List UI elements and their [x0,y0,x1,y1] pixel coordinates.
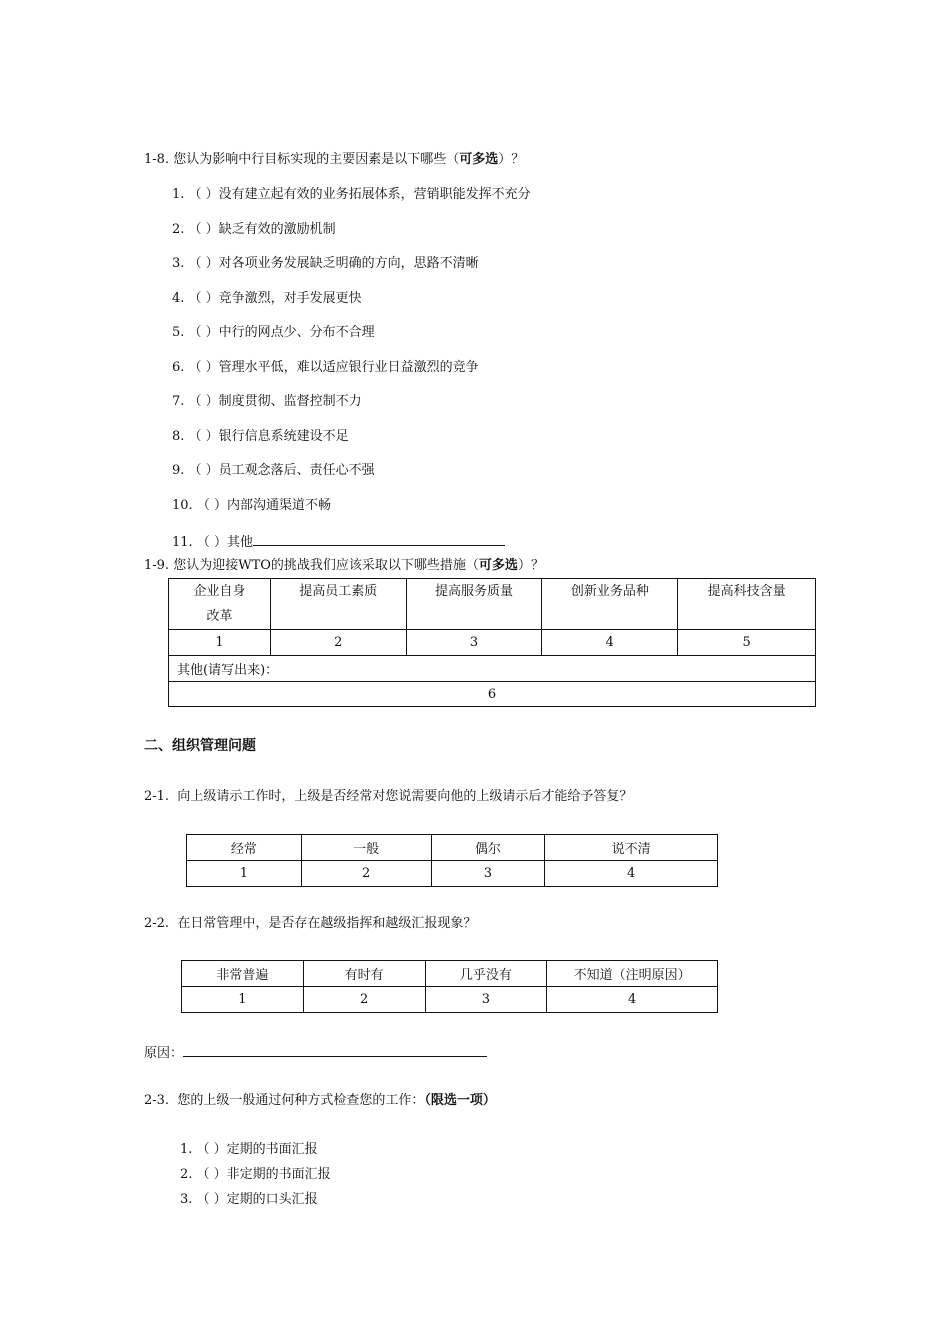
option-code-cell[interactable]: 2 [303,987,425,1013]
table-code-row [182,987,718,1013]
option-text: （ ）没有建立起有效的业务拓展体系，营销职能发挥不充分 [188,187,531,202]
option-item[interactable] [172,531,505,552]
option-text: （ ）员工观念落后、责任心不强 [188,463,375,478]
option-item[interactable] [172,290,362,308]
option-item[interactable] [172,393,362,411]
reason-label: 原因： [144,1046,184,1061]
table-header-cell: 提高员工素质 [270,579,406,630]
question-2-2-table [181,960,718,1013]
option-number: 2. [180,1167,193,1182]
table-header-cell: 有时有 [303,961,425,987]
option-text: （ ）缺乏有效的激励机制 [188,222,336,237]
option-item[interactable] [172,497,331,515]
question-1-9-table [168,578,816,707]
table-header-cell: 几乎没有 [425,961,547,987]
question-tail: ）？ [517,558,544,573]
option-code-cell[interactable]: 3 [425,987,547,1013]
option-text: （ ）定期的口头汇报 [196,1192,318,1207]
option-item[interactable] [180,1141,318,1159]
question-text: 在日常管理中，是否存在越级指挥和越级汇报现象？ [177,916,477,931]
option-code-cell[interactable]: 5 [678,630,816,656]
question-emphasis: （限选一项） [424,1093,496,1108]
table-header-row [182,961,718,987]
option-item[interactable] [172,221,336,239]
question-1-8 [144,151,524,169]
option-text: （ ）银行信息系统建设不足 [188,429,349,444]
question-tail: ）？ [498,152,525,167]
option-item[interactable] [172,255,479,273]
table-header-cell: 不知道（注明原因） [547,961,718,987]
option-code-cell[interactable]: 3 [431,861,545,887]
question-2-2 [144,915,476,933]
option-text: （ ）竞争激烈，对手发展更快 [188,291,362,306]
option-item[interactable] [172,359,479,377]
table-header-cell: 偶尔 [431,835,545,861]
option-number: 10. [172,498,193,513]
option-number: 7. [172,394,185,409]
option-number: 5. [172,325,185,340]
option-number: 9. [172,463,185,478]
option-number: 3. [172,256,185,271]
option-code-cell[interactable]: 2 [270,630,406,656]
question-1-9 [144,557,544,575]
option-item[interactable] [180,1191,318,1209]
question-number: 2-3. [144,1093,170,1108]
option-code-cell[interactable]: 4 [542,630,678,656]
question-number: 1-9. [144,558,170,573]
table-other-code-row [169,682,816,707]
option-text: （ ）其他 [196,535,253,550]
question-number: 1-8. [144,152,170,167]
other-label-cell: 其他(请写出来)： [169,656,816,682]
table-header-cell: 非常普遍 [182,961,304,987]
question-text: 您认为影响中行目标实现的主要因素是以下哪些（ [173,152,460,167]
option-number: 6. [172,360,185,375]
option-code-cell[interactable]: 1 [182,987,304,1013]
option-code-cell[interactable]: 4 [545,861,718,887]
option-item[interactable] [180,1166,331,1184]
table-header-cell: 企业自身改革 [169,579,271,630]
question-text: 您认为迎接WTO的挑战我们应该采取以下哪些措施（ [173,558,479,573]
question-2-1-table [186,834,718,887]
table-code-row [187,861,718,887]
option-code-cell[interactable]: 3 [406,630,542,656]
section-heading: 二、组织管理问题 [144,738,256,754]
table-header-cell: 创新业务品种 [542,579,678,630]
option-item[interactable] [172,186,531,204]
question-number: 2-1. [144,789,170,804]
question-text: 向上级请示工作时，上级是否经常对您说需要向他的上级请示后才能给予答复？ [177,789,633,804]
question-emphasis: 可多选 [478,558,518,573]
option-text: （ ）管理水平低，难以适应银行业日益激烈的竞争 [188,360,479,375]
table-header-row [169,579,816,630]
option-code-cell[interactable]: 1 [187,861,302,887]
table-header-cell: 说不清 [545,835,718,861]
table-other-row [169,656,816,682]
reason-fill-blank[interactable] [183,1042,487,1057]
option-number: 11. [172,535,193,550]
table-code-row [169,630,816,656]
option-code-cell[interactable]: 1 [169,630,271,656]
option-text: （ ）内部沟通渠道不畅 [196,498,331,513]
reason-line [144,1042,487,1063]
table-header-cell: 一般 [301,835,431,861]
option-number: 4. [172,291,185,306]
option-number: 3. [180,1192,193,1207]
table-header-row [187,835,718,861]
table-header-cell: 提高科技含量 [678,579,816,630]
option-text: （ ）定期的书面汇报 [196,1142,318,1157]
option-text: （ ）中行的网点少、分布不合理 [188,325,375,340]
option-code-cell[interactable]: 6 [169,682,816,707]
question-text: 您的上级一般通过何种方式检查您的工作： [177,1093,425,1108]
option-item[interactable] [172,462,375,480]
option-text: （ ）对各项业务发展缺乏明确的方向，思路不清晰 [188,256,479,271]
table-header-cell: 提高服务质量 [406,579,542,630]
option-item[interactable] [172,324,375,342]
option-text: （ ）非定期的书面汇报 [196,1167,331,1182]
option-text: （ ）制度贯彻、监督控制不力 [188,394,362,409]
other-fill-blank[interactable] [253,531,505,546]
option-code-cell[interactable]: 2 [301,861,431,887]
table-header-cell: 经常 [187,835,302,861]
option-code-cell[interactable]: 4 [547,987,718,1013]
option-number: 1. [180,1142,193,1157]
question-emphasis: 可多选 [459,152,499,167]
option-number: 1. [172,187,185,202]
question-2-3 [144,1092,496,1110]
question-number: 2-2. [144,916,170,931]
option-number: 8. [172,429,185,444]
question-2-1 [144,788,632,806]
option-item[interactable] [172,428,349,446]
option-number: 2. [172,222,185,237]
